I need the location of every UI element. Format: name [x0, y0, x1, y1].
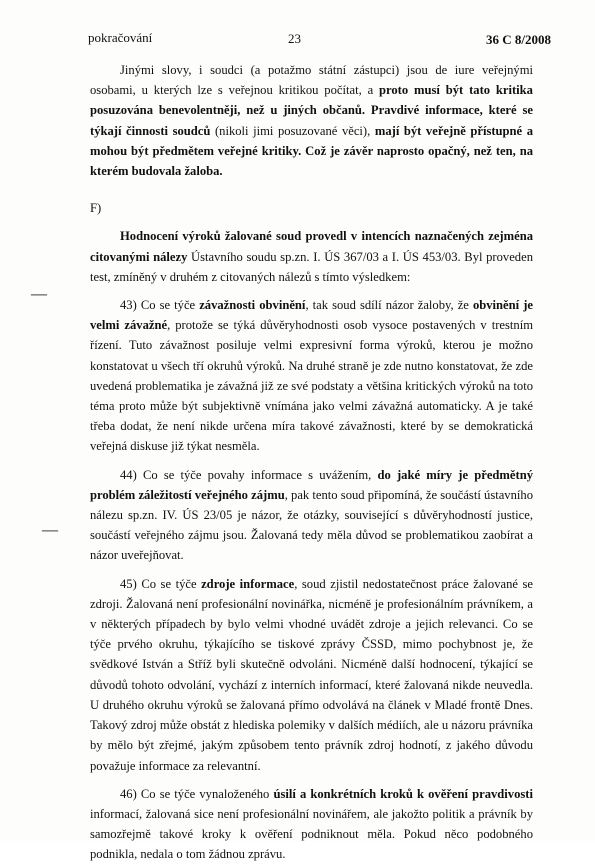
margin-mark: —: [41, 520, 59, 541]
text-run: Ústavního soudu sp.zn. I. ÚS 367/03 a I. ÚS 453/03. Byl proveden test, zmíněný v druhém z citovaných nálezů s tímto výsledkem:: [90, 249, 533, 284]
paragraph-43: [90, 295, 533, 457]
text-run: 45) Co se týče: [120, 576, 202, 591]
text-run: , tak soud sdílí názor žaloby, že: [305, 298, 473, 313]
document-body: [90, 60, 533, 865]
paragraph-45: [90, 574, 533, 776]
text-run: (nikoli jimi posuzované věci),: [210, 123, 375, 138]
bold-text-run: zdroje informace: [201, 576, 295, 591]
text-run: , pak tento soud připomíná, že součástí ústavního nálezu sp.zn. IV. ÚS 23/05 je názor, že otázky, související s důvěryhodností justice, součástí veřejného zájmu jsou. Žalovaná tedy měla důvod se problematikou zaobírat a názor uveřejňovat.: [90, 487, 533, 563]
text-run: Jinými slovy, i soudci (a potažmo státní zástupci) jsou de iure veřejnými osobami, u kterých lze s veřejnou kritikou počítat, a: [90, 63, 533, 98]
header-continuation: pokračování: [88, 30, 153, 45]
text-run: 43) Co se týče: [120, 298, 200, 313]
page-number: 23: [288, 31, 301, 46]
text-run: , soud zjistil nedostatečnost práce žalované se zdroji. Žalovaná není profesionální novinářka, nicméně je profesionálním právníkem, a v některých případech by bylo velmi vhodné uvádět zdroje a jejich relevanci. Co se týče prvého okruhu, týkajícího se tiskové zprávy ČSSD, mimo pochybnost je, že svědkové István a Stříž byli skutečně odvoláni. Nicméně další hodnocení, týkající se důvodů tohoto odvolání, vychází z interních informací, které žalovaná nikde neuvedla. U druhého okruhu výroků se žalovaná přímo odvolává na článek v Mladé frontě Dnes. Takový zdroj může obstát z hlediska polemiky v dalších médiích, ale u názoru právníka by mělo být zřejmé, jakým způsobem tento právník zdroj hodnotí, z jakého důvodu považuje informace za relevantní.: [90, 576, 533, 773]
bold-text-run: závažnosti obvinění: [199, 298, 306, 313]
case-number: 36 C 8/2008: [486, 32, 551, 47]
bold-text-run: úsilí a konkrétních kroků k ověření pravdivosti: [273, 786, 533, 801]
bold-text-run: do jaké míry je předmětný problém záležitostí veřejného zájmu: [90, 467, 533, 502]
paragraph-evaluation: [90, 226, 533, 287]
paragraph-46: [90, 784, 533, 865]
text-run: , protože se týká důvěryhodnosti osob vysoce postavených v trestním řízení. Tuto závažnost posiluje velmi expresivní forma výroků, kterou je možno konstatovat u všech tří okruhů výroků. Na druhé straně je zde nutno konstatovat, že zde uvedená problematika je závažná již ze své podstaty a většina kritických výroků na toto téma proto může být subjektivně vnímána jako velmi závažná automaticky. A je také třeba dodat, že není nikde určena míra takové závažnosti, které by se demokratická veřejná diskuse již týkat nesměla.: [90, 318, 533, 454]
bold-text-run: mají být veřejně přístupné a mohou být předmětem veřejné kritiky. Což je závěr naprosto opačný, než ten, na kterém budovala žaloba.: [90, 123, 533, 179]
bold-text-run: proto musí být tato kritika posuzována benevolentněji, než u jiných občanů. Pravdivé informace, které se týkají činnosti soudců: [90, 83, 533, 138]
paragraph-intro: [90, 60, 533, 181]
text-run: 44) Co se týče povahy informace s uvážením,: [120, 467, 378, 482]
text-run: 46) Co se týče vynaloženého: [120, 786, 274, 801]
section-label: F): [90, 201, 102, 216]
margin-mark: —: [30, 284, 48, 305]
bold-text-run: Hodnocení výroků žalované soud provedl v intencích naznačených zejména citovanými nálezy: [90, 229, 533, 264]
text-run: informací, žalovaná sice není profesionální novinářem, ale jakožto politik a právník by samozřejmě takové kroky k ověření podniknout měla. Pokud něco podobného podnikla, nedala o tom žádnou zprávu.: [90, 806, 533, 862]
paragraph-44: [90, 465, 533, 566]
bold-text-run: obvinění je velmi závažné: [90, 298, 533, 333]
